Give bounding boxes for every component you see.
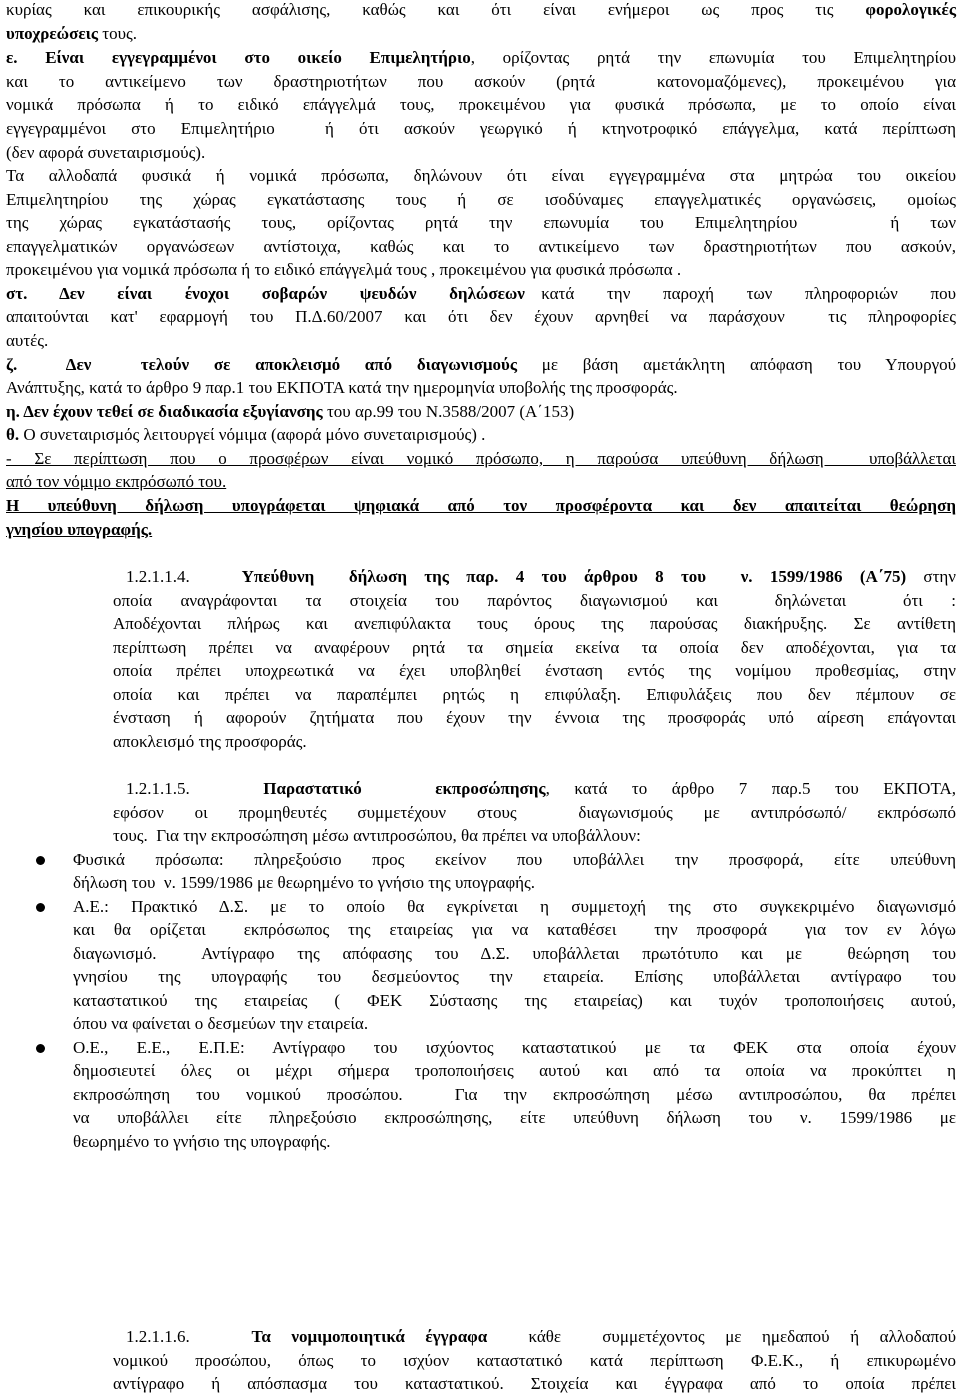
section-heading-1215: 1.2.1.1.5. Παραστατικό εκπροσώπησης, κατά το άρθρο 7 παρ.5 του ΕΚΠΟΤΑ, [126, 779, 957, 798]
legal-entity-note: - Σε περίπτωση που ο προσφέρων είναι νομικό πρόσωπο, η παρούσα υπεύθυνη δήλωση υποβάλλεται [6, 449, 956, 468]
list-item: γνησίου της υπογραφής του δεσμεύοντος την εταιρεία. Επίσης υποβάλλεται αντίγραφο του [73, 967, 956, 986]
paragraph-line: Αποδέχονται πλήρως και ανεπιφύλακτα τους όρους της παρούσας διακήρυξης. Σε αντίθετη [113, 614, 956, 633]
bullet-icon [36, 856, 45, 865]
paragraph-line: προκειμένου για νομικά πρόσωπα ή το ειδικό επάγγελμά τους , προκειμένου για φυσικά πρόσωπα . [6, 260, 682, 279]
paragraph-line: οποία αναγράφονται τα στοιχεία του παρόντος διαγωνισμού και δηλώνεται ότι : [113, 591, 956, 610]
list-item: εκπροσώπηση του νομικού προσώπου. Για την εκπροσώπηση μέσω αντιπροσώπου, θα πρέπει [73, 1085, 956, 1104]
bullet-icon [36, 1044, 45, 1053]
paragraph-line: επαγγελματικών οργανώσεων αντίστοιχα, καθώς και το αντικείμενο των δραστηριοτήτων που ασκούν, [6, 237, 956, 256]
list-item: Α.Ε.: Πρακτικό Δ.Σ. με το οποίο θα εγκρίνεται η συμμετοχή της στο συγκεκριμένο διαγωνισμό [73, 897, 956, 916]
list-item: δήλωση του ν. 1599/1986 με θεωρημένο το γνήσιο της υπογραφής. [73, 873, 536, 892]
item-st-line: στ. Δεν είναι ένοχοι σοβαρών ψευδών δηλώσεων κατά την παροχή των πληροφοριών που [6, 284, 957, 303]
list-item: δημοσιευτεί όλες οι μέχρι σήμερα τροποποιήσεις αυτού και από τα οποία να προκύπτει η [73, 1061, 956, 1080]
paragraph-line: εγγεγραμμένοι στο Επιμελητήριο ή ότι ασκούν γεωργικό ή κτηνοτροφικό επάγγελμα, κατά περίπτωση [6, 119, 956, 138]
paragraph-line: Επιμελητηρίου της χώρας εγκατάστασης τους ή σε ισοδύναμες επαγγελματικές οργανώσεις, ομοίως [6, 190, 956, 209]
paragraph-line: απαιτούνται κατ' εφαρμογή του Π.Δ.60/2007 και ότι δεν έχουν αρνηθεί να παράσχουν τις πληροφορίες [6, 307, 956, 326]
section-heading-1216: 1.2.1.1.6. Τα νομιμοποιητικά έγγραφα κάθε συμμετέχοντος με ημεδαπού ή αλλοδαπού [126, 1327, 956, 1346]
paragraph-line: εφόσον οι προμηθευτές συμμετέχουν στους διαγωνισμούς με αντιπρόσωπό/ εκπρόσωπό [113, 803, 956, 822]
paragraph-line: αυτές. [6, 331, 49, 350]
signature-note: γνησίου υπογραφής. [6, 520, 153, 539]
paragraph-line: νομικού προσώπου, όπως το ισχύον καταστατικό κατά περίπτωση Φ.Ε.Κ., ή επικυρωμένο [113, 1351, 956, 1370]
paragraph-line: τους. Για την εκπροσώπηση μέσω αντιπροσώπου, θα πρέπει να υποβάλλουν: [113, 826, 641, 845]
list-item: και θα ορίζεται εκπρόσωπος της εταιρείας για να καταθέσει την προσφορά για τον εν λόγω [73, 920, 956, 939]
list-item: διαγωνισμό. Αντίγραφο της απόφασης του Δ.Σ. υποβάλλεται πρωτότυπο και με θεώρηση του [73, 944, 956, 963]
paragraph-line: (δεν αφορά συνεταιρισμούς). [6, 143, 206, 162]
list-item: να υποβάλλει είτε πληρεξούσιο εκπροσώπησης, είτε υπεύθυνη δήλωση του ν. 1599/1986 με [73, 1108, 956, 1127]
item-e-line: ε. Είναι εγγεγραμμένοι στο οικείο Επιμελητήριο, ορίζοντας ρητά την επωνυμία του Επιμελητηρίου [6, 48, 956, 67]
list-item: καταστατικού της εταιρείας ( ΦΕΚ Σύστασης της εταιρείας) και τυχόν τροποποιήσεις αυτού, [73, 991, 956, 1010]
paragraph-line: και το αντικείμενο των δραστηριοτήτων που ασκούν (ρητά κατονομαζόμενες), προκειμένου για [6, 72, 956, 91]
paragraph-line: αποκλεισμό της προσφοράς. [113, 732, 307, 751]
paragraph-line: της χώρας εγκατάστασής τους, ορίζοντας ρητά την επωνυμία του Επιμελητηρίου ή των [6, 213, 956, 232]
paragraph-line: περίπτωση πρέπει να αναφέρουν ρητά τα σημεία εκείνα τα οποία δεν αποδέχονται, για τα [113, 638, 956, 657]
paragraph-line: ένσταση ή αφορούν ζητήματα που έχουν την έννοια της προσφοράς υπό αίρεση επάγονται [113, 708, 956, 727]
paragraph-line: οποία πρέπει υποχρεωτικά να έχει υποβληθεί ένσταση εντός της νομίμου προθεσμίας, στην [113, 661, 956, 680]
list-item: Φυσικά πρόσωπα: πληρεξούσιο προς εκείνον που υποβάλλει την προσφορά, είτε υπεύθυνη [73, 850, 956, 869]
list-item: θεωρημένο το γνήσιο της υπογραφής. [73, 1132, 331, 1151]
bullet-icon [36, 903, 45, 912]
section-heading-1214: 1.2.1.1.4. Υπεύθυνη δήλωση της παρ. 4 του άρθρου 8 του ν. 1599/1986 (Α΄75) στην [126, 567, 956, 586]
paragraph-line: Τα αλλοδαπά φυσικά ή νομικά πρόσωπα, δηλώνουν ότι είναι εγγεγραμμένα στα μητρώα του οικείου [6, 166, 956, 185]
paragraph-line: Ανάπτυξης, κατά το άρθρο 9 παρ.1 του ΕΚΠΟΤΑ κατά την ημερομηνία υποβολής της προσφοράς. [6, 378, 678, 397]
paragraph-line: οποία και πρέπει να παραπέμπει ρητώς η επιφύλαξη. Επιφυλάξεις που δεν πέμπουν σε [113, 685, 956, 704]
legal-entity-note: από τον νόμιμο εκπρόσωπό του. [6, 472, 227, 491]
paragraph-line: υποχρεώσεις τους. [6, 24, 138, 43]
item-z-line: ζ. Δεν τελούν σε αποκλεισμό από διαγωνισμούς με βάση αμετάκλητη απόφαση του Υπουργού [6, 355, 956, 374]
list-item: Ο.Ε., Ε.Ε., Ε.Π.Ε: Αντίγραφο του ισχύοντος καταστατικού με τα ΦΕΚ στα οποία έχουν [73, 1038, 956, 1057]
item-h-line: η. Δεν έχουν τεθεί σε διαδικασία εξυγίανσης του αρ.99 του Ν.3588/2007 (Α΄153) [6, 402, 575, 421]
item-th-line: θ. Ο συνεταιρισμός λειτουργεί νόμιμα (αφορά μόνο συνεταιρισμούς) . [6, 425, 486, 444]
list-item: όπου να φαίνεται ο δεσμεύων την εταιρεία. [73, 1014, 369, 1033]
signature-note: Η υπεύθυνη δήλωση υπογράφεται ψηφιακά από τον προσφέροντα και δεν απαιτείται θεώρηση [6, 496, 956, 515]
paragraph-line: νομικά πρόσωπα ή το ειδικό επάγγελμά τους, προκειμένου για φυσικά πρόσωπα, με το οποίο είναι [6, 95, 956, 114]
paragraph-line: αντίγραφο ή απόσπασμα του καταστατικού. Στοιχεία και έγγραφα από το οποία πρέπει [113, 1374, 956, 1393]
paragraph-line: κυρίας και επικουρικής ασφάλισης, καθώς και ότι είναι ενήμεροι ως προς τις φορολογικές [6, 0, 956, 19]
